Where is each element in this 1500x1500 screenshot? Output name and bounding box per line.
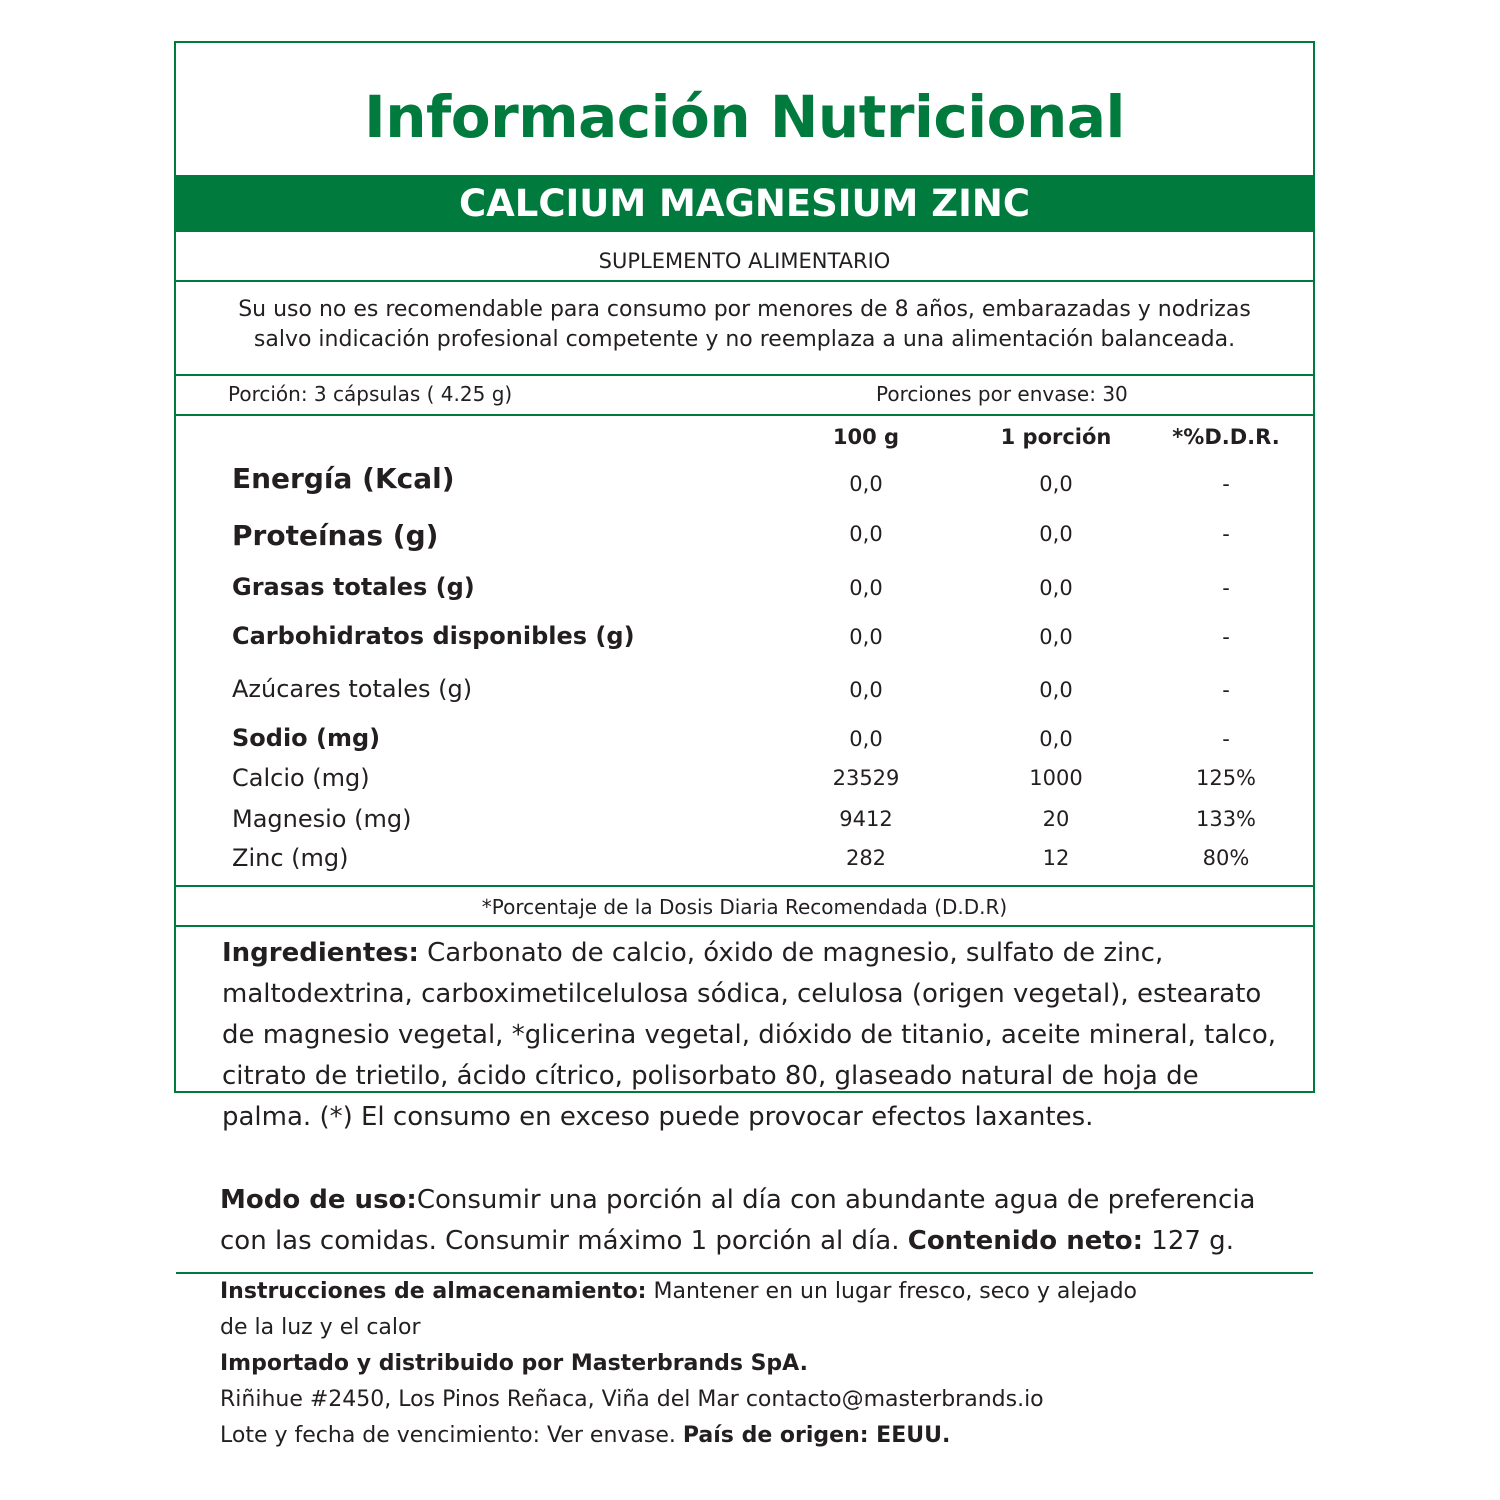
origin-text: País de origen: EEUU.: [682, 1423, 951, 1448]
value-portion: 0,0: [1039, 625, 1073, 649]
warning-line: salvo indicación profesional competente y no reemplaza a una alimentación balanceada.: [253, 327, 1236, 352]
column-header-portion: 1 porción: [1000, 425, 1112, 449]
nutrient-name: Sodio (mg): [232, 724, 381, 752]
value-100g: 0,0: [849, 727, 883, 751]
value-100g: 0,0: [849, 472, 883, 496]
nutrient-name: Energía (Kcal): [232, 462, 455, 495]
storage-label: Instrucciones de almacenamiento:: [220, 1279, 647, 1304]
divider: [176, 374, 1313, 376]
value-100g: 0,0: [849, 625, 883, 649]
value-100g: 282: [845, 846, 887, 870]
importer-line: Importado y distribuido por Masterbrands SpA.: [220, 1351, 808, 1376]
warning-text: [176, 295, 1313, 355]
value-ddr: 133%: [1195, 807, 1257, 831]
nutrient-name: Zinc (mg): [232, 844, 349, 872]
value-100g: 9412: [839, 807, 893, 831]
ingredients-text: Carbonato de calcio, óxido de magnesio, sulfato de zinc, maltodextrina, carboximetilcelulosa sódica, celulosa (origen vegetal), estearato de magnesio vegetal, *glicerina vegetal, dióxido de titanio, aceite mineral, talco, citrato de trietilo, ácido cítrico, polisorbato 80, glaseado natural de hoja de palma. (*) El consumo en exceso puede provocar efectos laxantes.: [222, 938, 1276, 1132]
usage-text: Consumir una porción al día con abundante agua de preferencia con las comidas. Consumir máximo 1 porción al día.: [220, 1185, 1256, 1256]
storage-line: [220, 1279, 1137, 1304]
nutrient-name: Azúcares totales (g): [232, 675, 473, 703]
value-ddr: -: [1222, 522, 1230, 546]
servings-per-container: Porciones por envase: 30: [876, 382, 1128, 406]
value-portion: 0,0: [1039, 727, 1073, 751]
lot-text: Lote y fecha de vencimiento: Ver envase.: [220, 1423, 683, 1448]
divider: [176, 885, 1313, 887]
ingredients-block: [222, 933, 1292, 1138]
value-100g: 0,0: [849, 522, 883, 546]
lot-origin-line: [220, 1423, 950, 1448]
value-ddr: -: [1222, 678, 1230, 702]
nutrient-name: Proteínas (g): [232, 519, 439, 552]
value-portion: 12: [1042, 846, 1070, 870]
value-ddr: -: [1222, 576, 1230, 600]
value-portion: 0,0: [1039, 472, 1073, 496]
column-header-ddr: *%D.D.R.: [1172, 425, 1280, 449]
divider: [176, 280, 1313, 282]
serving-size: Porción: 3 cápsulas ( 4.25 g): [228, 382, 513, 406]
address-line: Riñihue #2450, Los Pinos Reñaca, Viña del Mar contacto@masterbrands.io: [220, 1387, 1044, 1412]
value-100g: 0,0: [849, 576, 883, 600]
value-ddr: 125%: [1195, 766, 1257, 790]
value-100g: 23529: [832, 766, 900, 790]
value-portion: 0,0: [1039, 576, 1073, 600]
nutrition-label: [174, 41, 1315, 1448]
ddr-footnote: *Porcentaje de la Dosis Diaria Recomendada (D.D.R): [481, 895, 1008, 919]
warning-line: Su uso no es recomendable para consumo por menores de 8 años, embarazadas y nodrizas: [238, 297, 1251, 322]
nutrient-name: Calcio (mg): [232, 764, 370, 792]
nutrient-name: Grasas totales (g): [232, 573, 475, 601]
usage-label: Modo de uso:: [220, 1185, 417, 1215]
ingredients-label: Ingredientes:: [222, 938, 419, 968]
column-header-100g: 100 g: [832, 425, 900, 449]
value-100g: 0,0: [849, 678, 883, 702]
product-name-banner: CALCIUM MAGNESIUM ZINC: [176, 175, 1313, 232]
divider: [176, 1272, 1313, 1274]
divider: [176, 414, 1313, 416]
value-portion: 0,0: [1039, 522, 1073, 546]
value-ddr: -: [1222, 625, 1230, 649]
divider: [176, 925, 1313, 927]
value-ddr: -: [1222, 472, 1230, 496]
value-portion: 1000: [1029, 766, 1083, 790]
usage-block: [220, 1180, 1310, 1262]
nutrient-name: Carbohidratos disponibles (g): [232, 622, 635, 650]
net-content-value: 127 g.: [1143, 1226, 1234, 1256]
label-title: Información Nutricional: [364, 83, 1125, 151]
value-ddr: 80%: [1202, 846, 1250, 870]
net-content-label: Contenido neto:: [907, 1226, 1144, 1256]
value-portion: 0,0: [1039, 678, 1073, 702]
value-ddr: -: [1222, 727, 1230, 751]
storage-line-continued: de la luz y el calor: [220, 1315, 421, 1340]
nutrient-name: Magnesio (mg): [232, 805, 412, 833]
product-category: SUPLEMENTO ALIMENTARIO: [598, 249, 891, 273]
value-portion: 20: [1042, 807, 1070, 831]
storage-text: Mantener en un lugar fresco, seco y alejado: [646, 1279, 1138, 1304]
